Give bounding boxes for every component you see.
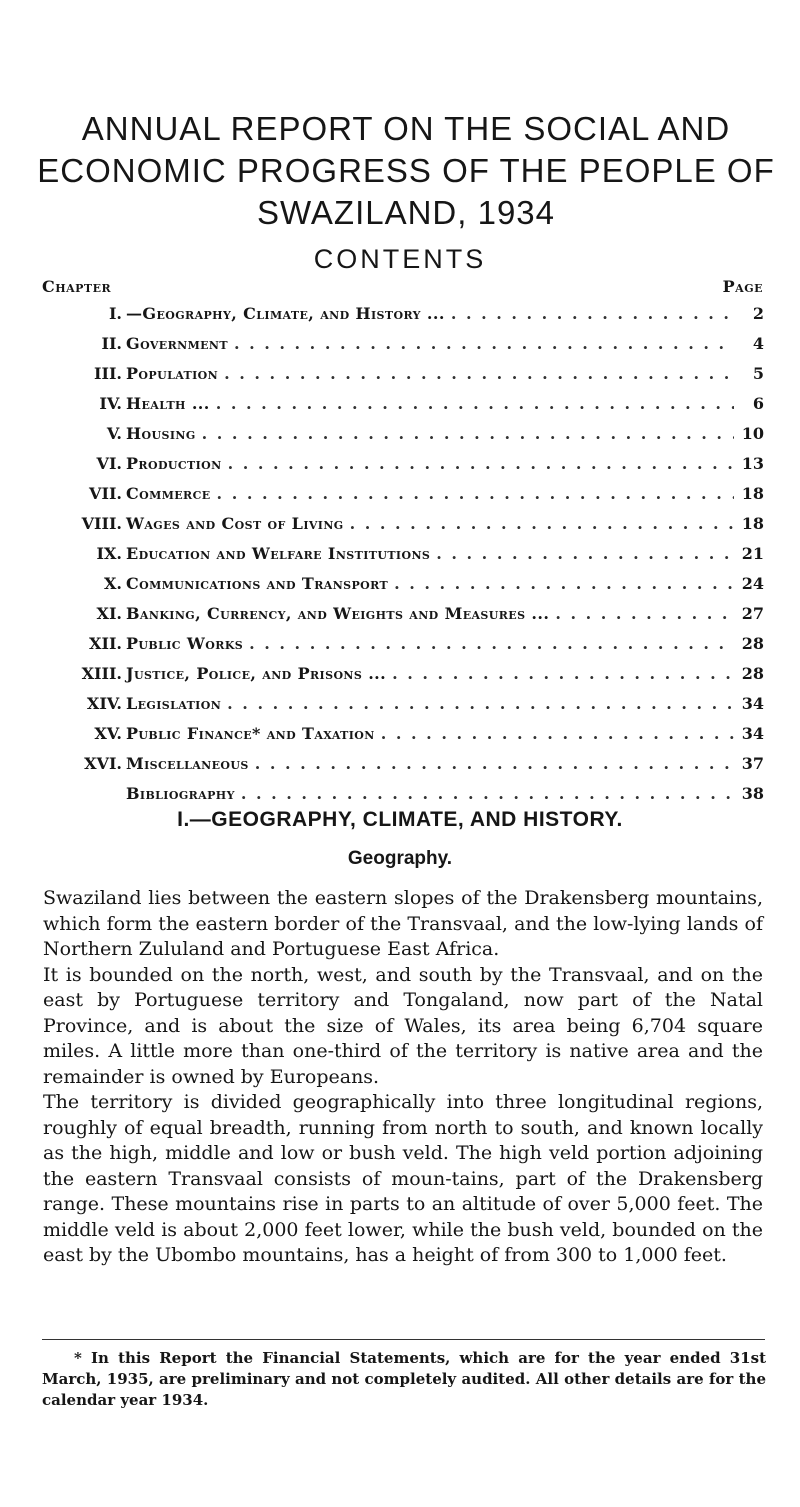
toc-entry (60, 454, 764, 484)
contents-heading: CONTENTS (313, 244, 487, 274)
toc-chapter-title: Legislation (126, 694, 222, 713)
toc-chapter-number: XVI. (84, 754, 122, 773)
toc-chapter-title: Wages and Cost of Living (126, 514, 344, 533)
toc-chapter-number: XIV. (86, 694, 122, 713)
report-title (36, 108, 776, 234)
toc-entry (60, 694, 764, 724)
toc-entry (60, 664, 764, 694)
toc-chapter-title: Banking, Currency, and Weights and Measures ... (126, 604, 550, 623)
paragraph: The territory is divided geographically into three longitudinal regions, roughly of equal breadth, running from north to south, and known locally as the high, middle and low or bush veld. The high veld portion adjoining the eastern Transvaal consists of moun-tains, part of the Drakensberg range. These mountains rise in parts to an altitude of over 5,000 feet. The middle veld is about 2,000 feet lower, while the bush veld, bounded on the east by the Ubombo mountains, has a height of from 300 to 1,000 feet. (43, 1091, 763, 1266)
footnote: * In this Report the Financial Statements, which are for the year ended 31st March, 1935, are preliminary and not completely audited. All other details are for the calendar year 1934. (42, 1349, 766, 1409)
toc-chapter-number: V. (106, 424, 122, 443)
toc-chapter-title: Miscellaneous (126, 754, 249, 773)
toc-chapter-title: Education and Welfare Institutions (126, 544, 431, 563)
toc-page-number: 34 (741, 724, 764, 743)
toc-leader-dots (210, 394, 734, 413)
toc-page-number: 28 (741, 664, 764, 683)
toc-chapter-title: Production (126, 454, 222, 473)
toc-leader-dots (221, 694, 734, 713)
toc-leader-dots (235, 784, 734, 803)
toc-chapter-title: Public Works (126, 634, 244, 653)
toc-leader-dots (386, 664, 734, 683)
toc-leader-dots (196, 424, 734, 443)
toc-entry (60, 574, 764, 604)
toc-leader-dots (211, 484, 734, 503)
title-line-1: ANNUAL REPORT ON THE SOCIAL AND (81, 110, 731, 147)
toc-entry (60, 364, 764, 394)
toc-chapter-number: X. (104, 574, 122, 593)
toc-page-number: 5 (752, 364, 764, 383)
toc-chapter-number: II. (101, 334, 122, 353)
toc-entry (60, 424, 764, 454)
toc-page-number: 21 (741, 544, 764, 563)
toc-chapter-title: Justice, Police, and Prisons ... (126, 664, 387, 683)
toc-entry (60, 544, 764, 574)
table-of-contents (60, 304, 764, 814)
toc-chapter-number: VI. (96, 454, 122, 473)
toc-chapter-number: XII. (89, 634, 122, 653)
toc-page-number: 6 (752, 394, 764, 413)
sub-heading: Geography. (347, 848, 453, 869)
toc-entry (60, 724, 764, 754)
toc-leader-dots (445, 304, 734, 323)
toc-entry (60, 754, 764, 784)
paragraph: It is bounded on the north, west, and south by the Transvaal, and on the east by Portuguese territory and Tongaland, now part of the Natal Province, and is about the size of Wales, its area being 6,704 square miles. A little more than one-third of the territory is native area and the remainder is owned by Europeans. (43, 963, 763, 1088)
toc-chapter-title: Public Finance* and Taxation (126, 724, 375, 743)
chapter-column-label: Chapter (42, 277, 112, 296)
toc-page-number: 27 (741, 604, 764, 623)
toc-page-number: 24 (741, 574, 764, 593)
toc-entry (60, 484, 764, 514)
toc-chapter-title: —Geography, Climate, and History ... (126, 304, 445, 323)
toc-page-number: 18 (741, 484, 764, 503)
toc-leader-dots (344, 514, 734, 533)
toc-chapter-number: XV. (94, 724, 122, 743)
toc-chapter-number: III. (93, 364, 122, 383)
toc-chapter-title: Government (126, 334, 228, 353)
toc-entry (60, 634, 764, 664)
toc-chapter-title: Housing (126, 424, 196, 443)
toc-chapter-title: Population (126, 364, 219, 383)
body-text (43, 886, 763, 1269)
toc-leader-dots (218, 364, 734, 383)
toc-chapter-number: IX. (96, 544, 122, 563)
toc-leader-dots (549, 604, 734, 623)
toc-leader-dots (222, 454, 734, 473)
toc-page-number: 37 (741, 754, 764, 773)
toc-page-number: 2 (752, 304, 764, 323)
toc-entry (60, 514, 764, 544)
toc-chapter-number: VIII. (81, 514, 122, 533)
toc-leader-dots (228, 334, 734, 353)
toc-page-number: 18 (741, 514, 764, 533)
page-column-label: Page (722, 277, 763, 296)
toc-chapter-title: Commerce (126, 484, 211, 503)
toc-page-number: 28 (741, 634, 764, 653)
toc-chapter-number: IV. (99, 394, 122, 413)
toc-leader-dots (430, 544, 734, 563)
toc-leader-dots (388, 574, 734, 593)
toc-entry (60, 394, 764, 424)
title-line-3: SWAZILAND, 1934 (256, 194, 556, 231)
toc-leader-dots (243, 634, 734, 653)
toc-leader-dots (249, 754, 734, 773)
toc-chapter-title: Communications and Transport (126, 574, 389, 593)
section-heading: I.—GEOGRAPHY, CLIMATE, AND HISTORY. (177, 808, 623, 831)
toc-chapter-title: Health ... (126, 394, 210, 413)
toc-chapter-title: Bibliography (126, 784, 235, 803)
toc-entry (60, 334, 764, 364)
paragraph: Swaziland lies between the eastern slopes of the Drakensberg mountains, which form the eastern border of the Transvaal, and the low-lying lands of Northern Zululand and Portuguese East Africa. (43, 887, 763, 960)
toc-leader-dots (375, 724, 734, 743)
toc-entry (60, 604, 764, 634)
toc-chapter-number: XIII. (81, 664, 122, 683)
footnote-divider (42, 1339, 765, 1340)
toc-page-number: 10 (741, 424, 764, 443)
toc-page-number: 13 (741, 454, 764, 473)
toc-chapter-number: VII. (89, 484, 122, 503)
toc-page-number: 38 (741, 784, 764, 803)
toc-entry (60, 304, 764, 334)
toc-chapter-number: I. (108, 304, 122, 323)
toc-page-number: 34 (741, 694, 764, 713)
toc-chapter-number: XI. (96, 604, 122, 623)
toc-page-number: 4 (752, 334, 764, 353)
title-line-2: ECONOMIC PROGRESS OF THE PEOPLE OF (37, 152, 775, 189)
